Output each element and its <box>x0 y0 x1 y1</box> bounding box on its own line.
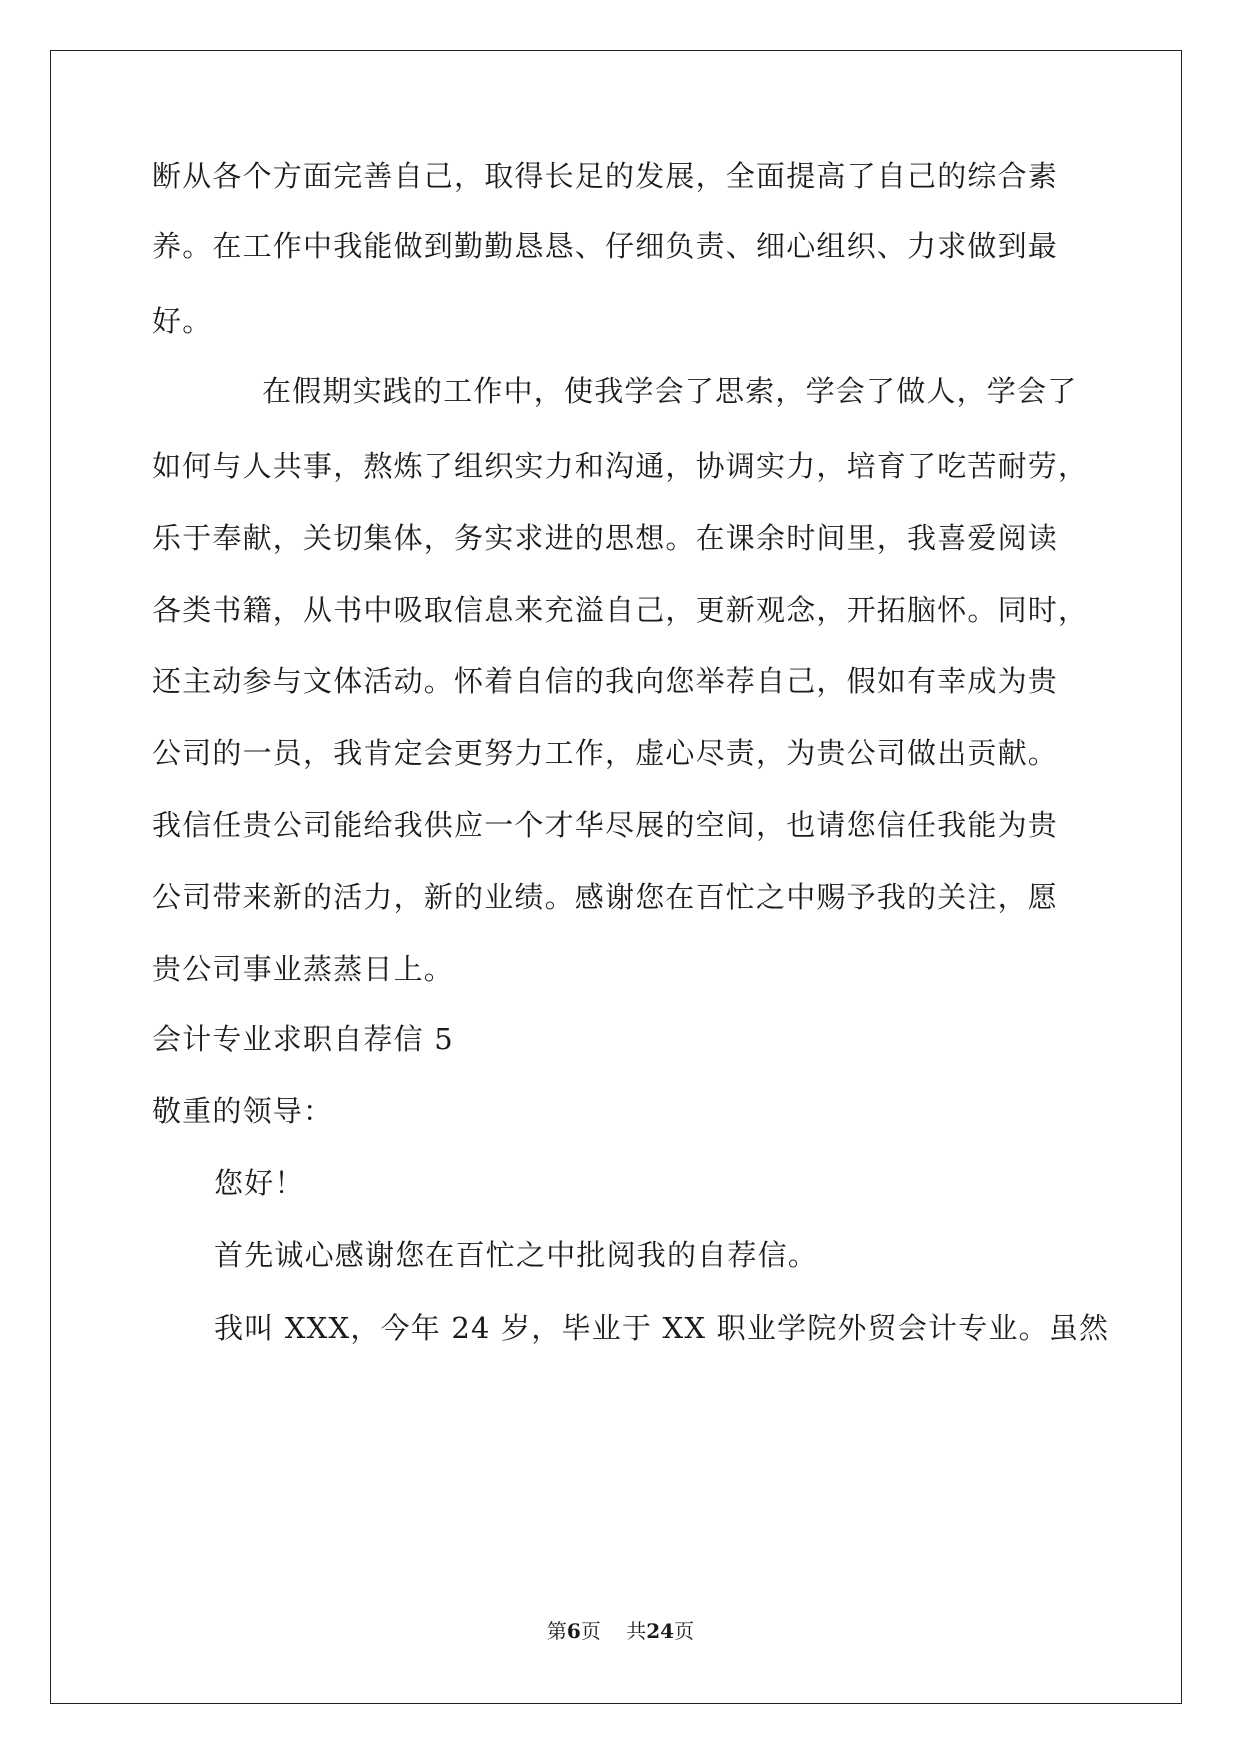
text-line-6: 乐于奉献，关切集体，务实求进的思想。在课余时间里，我喜爱阅读 <box>152 521 1059 555</box>
current-page-number: 6 <box>566 1619 581 1643</box>
section-heading: 会计专业求职自荐信 5 <box>152 1022 454 1056</box>
text-line-10: 我信任贵公司能给我供应一个才华尽展的空间，也请您信任我能为贵 <box>152 808 1059 842</box>
footer-prefix: 第 <box>546 1619 567 1643</box>
paragraph-start-line: 在假期实践的工作中，使我学会了思索，学会了做人，学会了 <box>262 374 1078 408</box>
text-line-9: 公司的一员，我肯定会更努力工作，虚心尽责，为贵公司做出贡献。 <box>152 736 1059 770</box>
text-line-16: 首先诚心感谢您在百忙之中批阅我的自荐信。 <box>214 1238 819 1272</box>
text-line-1: 断从各个方面完善自己，取得长足的发展，全面提高了自己的综合素 <box>152 159 1059 193</box>
text-line-11: 公司带来新的活力，新的业绩。感谢您在百忙之中赐予我的关注，愿 <box>152 880 1059 914</box>
text-line-7: 各类书籍，从书中吸取信息来充溢自己，更新观念，开拓脑怀。同时， <box>152 593 1089 627</box>
text-line-5: 如何与人共事，熬炼了组织实力和沟通，协调实力，培育了吃苦耐劳， <box>152 449 1089 483</box>
page-footer <box>0 1618 1241 1644</box>
total-pages-number: 24 <box>646 1619 675 1643</box>
footer-suffix: 页 <box>674 1619 695 1643</box>
salutation: 敬重的领导： <box>152 1094 334 1128</box>
greeting: 您好！ <box>214 1166 305 1200</box>
text-line-3: 好。 <box>152 304 213 338</box>
text-line-8: 还主动参与文体活动。怀着自信的我向您举荐自己，假如有幸成为贵 <box>152 664 1059 698</box>
text-line-2: 养。在工作中我能做到勤勤恳恳、仔细负责、细心组织、力求做到最 <box>152 229 1059 263</box>
text-line-17: 我叫 XXX，今年 24 岁，毕业于 XX 职业学院外贸会计专业。虽然 <box>214 1311 1110 1345</box>
footer-mid: 页 共 <box>580 1619 647 1643</box>
text-line-12: 贵公司事业蒸蒸日上。 <box>152 952 455 986</box>
